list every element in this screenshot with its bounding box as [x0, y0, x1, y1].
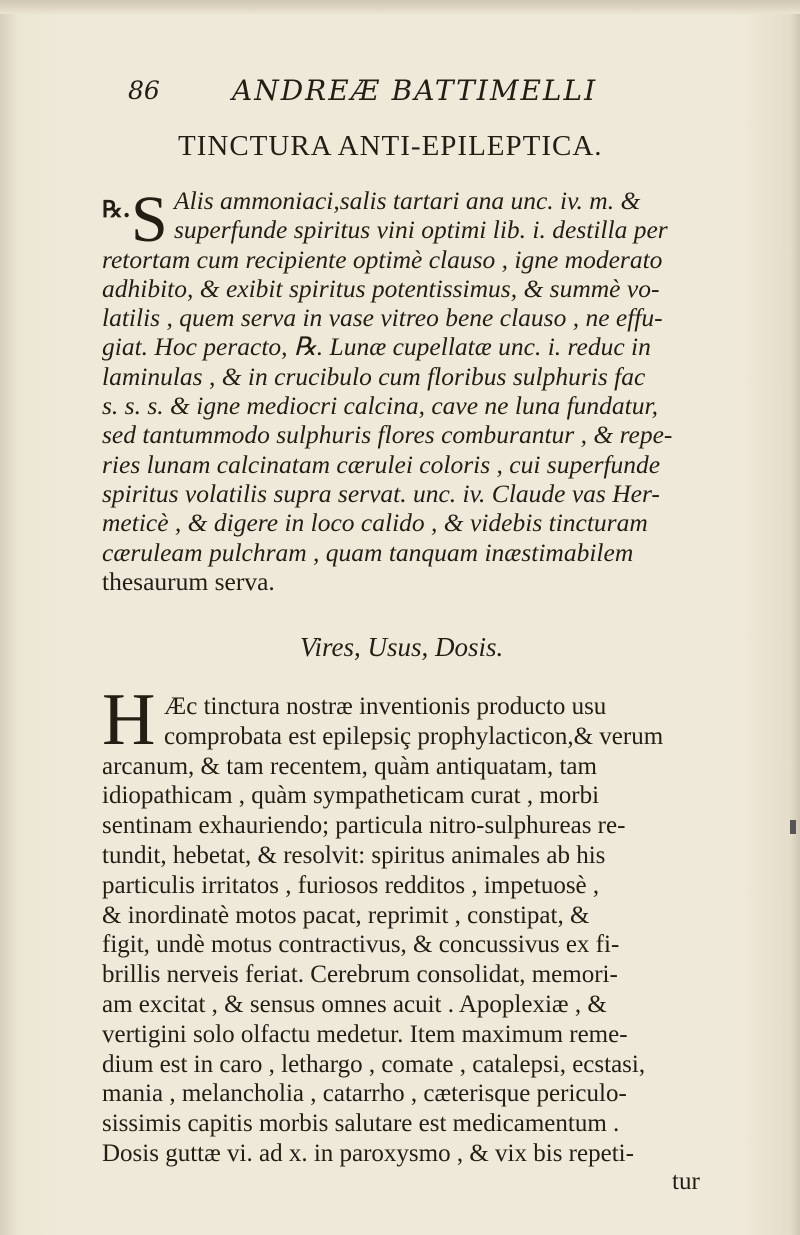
body-line: brillis nerveis feriat. Cerebrum consolidat, memori-: [102, 961, 618, 989]
recipe-text: [102, 183, 772, 596]
section-subtitle: Vires, Usus, Dosis.: [300, 632, 504, 662]
body-drop-cap: H: [102, 679, 156, 761]
body-line: tundit, hebetat, & resolvit: spiritus animales ab his: [102, 841, 606, 869]
recipe-line: laminulas , & in crucibulo cum floribus sulphuris fac: [102, 361, 646, 391]
recipe-drop-cap: S: [131, 183, 168, 256]
recipe-line: spiritus volatilis supra servat. unc. iv. Claude vas Her-: [102, 478, 660, 508]
recipe-line: latilis , quem serva in vase vitreo bene clauso , ne effu-: [102, 303, 663, 333]
body-line: vertigini solo olfactu medetur. Item maximum reme-: [102, 1020, 628, 1048]
catchword: tur: [672, 1168, 700, 1195]
recipe-line: meticè , & digere in loco calido , & videbis tincturam: [102, 508, 648, 538]
recipe-line: thesaurum serva.: [102, 566, 275, 596]
body-line: dium est in caro , lethargo , comate , catalepsi, ecstasi,: [102, 1050, 646, 1078]
recipe-line: Alis ammoniaci,salis tartari ana unc. iv. m. &: [174, 186, 641, 215]
body-line: Æc tinctura nostræ inventionis producto usu: [164, 693, 607, 720]
recipe-line: giat. Hoc peracto, ℞. Lunæ cupellatæ unc. i. reduc in: [102, 332, 651, 362]
recipe-line: cæruleam pulchram , quam tanquam inæstimabilem: [102, 537, 634, 567]
body-line: figit, undè motus contractivus, & concussivus ex fi-: [102, 931, 620, 959]
body-line: sentinam exhauriendo; particula nitro-sulphureas re-: [102, 812, 626, 840]
page-top-edge: [0, 0, 800, 14]
page-number: 86: [128, 76, 160, 105]
body-text: [102, 679, 762, 1169]
section-title: TINCTURA ANTI-EPILEPTICA.: [178, 130, 603, 162]
body-line: mania , melancholia , catarrho , cæterisque periculo-: [102, 1080, 627, 1108]
recipe-line: s. s. s. & igne mediocri calcina, cave ne luna fundatur,: [102, 391, 658, 421]
binding-mark: [790, 820, 796, 834]
body-line: comprobata est epilepsiç prophylacticon,& verum: [164, 722, 664, 750]
recipe-line: adhibito, & exibit spiritus potentissimus, & summè vo-: [102, 273, 660, 303]
body-line: Dosis guttæ vi. ad x. in paroxysmo , & vix bis repeti-: [102, 1139, 634, 1167]
page-header: [128, 74, 688, 114]
recipe-line: ries lunam calcinatam cærulei coloris , cui superfunde: [102, 449, 661, 479]
body-line: particulis irritatos , furiosos redditos , impetuosè ,: [102, 871, 600, 899]
body-line: am excitat , & sensus omnes acuit . Apoplexiæ , &: [102, 990, 607, 1018]
running-head: ANDREÆ BATTIMELLI: [232, 74, 598, 107]
body-line: idiopathicam , quàm sympatheticam curat , morbi: [102, 782, 600, 810]
body-line: arcanum, & tam recentem, quàm antiquatam, tam: [102, 752, 597, 780]
body-line: & inordinatè motos pacat, reprimit , constipat, &: [102, 901, 590, 929]
recipe-line: sed tantummodo sulphuris flores comburantur , & repe-: [102, 420, 673, 450]
recipe-line: retortam cum recipiente optimè clauso , igne moderato: [102, 244, 663, 274]
recipe-line: superfunde spiritus vini optimi lib. i. destilla per: [174, 215, 668, 245]
body-line: sissimis capitis morbis salutare est medicamentum .: [102, 1110, 620, 1138]
recipe-symbol: ℞.: [102, 196, 131, 223]
